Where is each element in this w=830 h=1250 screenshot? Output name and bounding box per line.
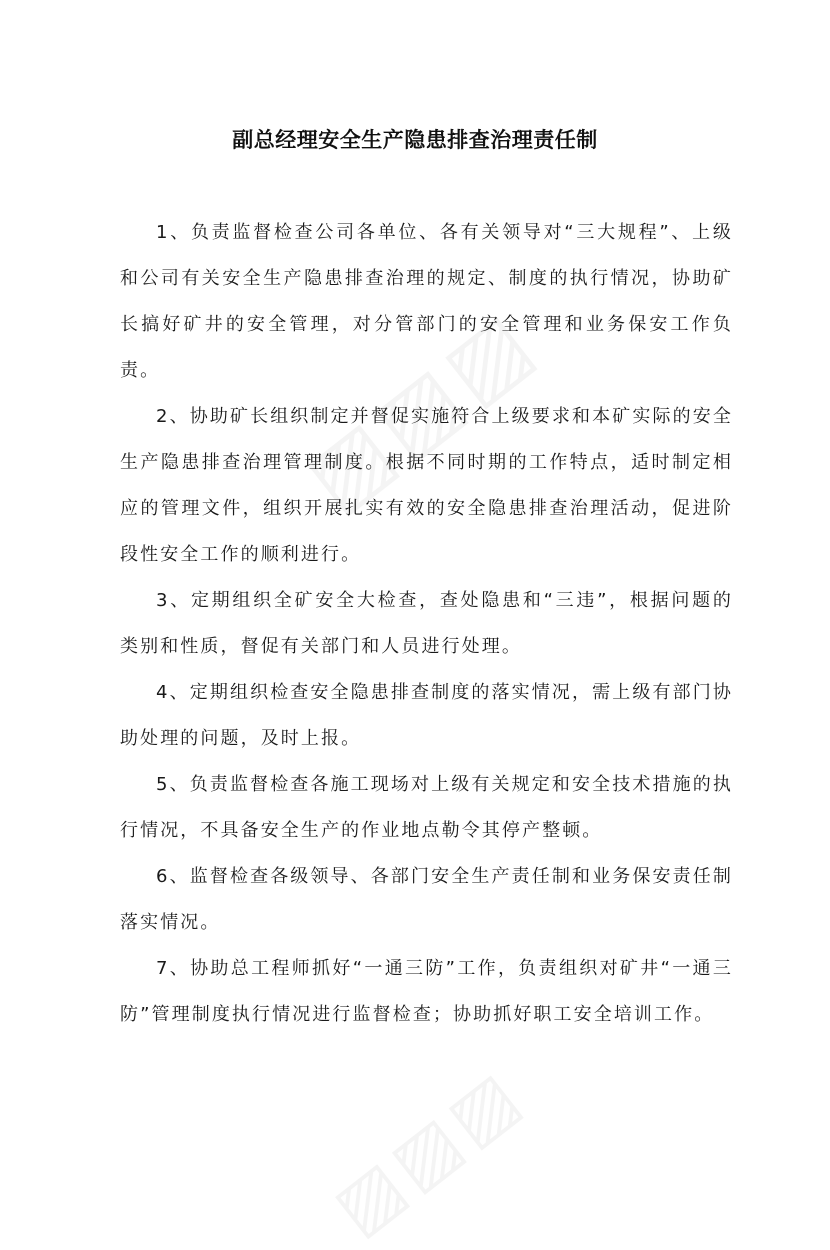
paragraph-2: 2、协助矿长组织制定并督促实施符合上级要求和本矿实际的安全生产隐患排查治理管理制度。根据不同时期的工作特点，适时制定相应的管理文件，组织开展扎实有效的安全隐患排查治理活动，促进阶段性安全工作的顺利进行。 [120,406,733,565]
document-title: 副总经理安全生产隐患排查治理责任制 [232,128,598,152]
paragraph-6: 6、监督检查各级领导、各部门安全生产责任制和业务保安责任制落实情况。 [120,866,733,933]
watermark [318,1052,539,1250]
paragraph-5: 5、负责监督检查各施工现场对上级有关规定和安全技术措施的执行情况，不具备安全生产的作业地点勒令其停产整顿。 [120,774,733,841]
paragraph-1: 1、负责监督检查公司各单位、各有关领导对“三大规程”、上级和公司有关安全生产隐患排查治理的规定、制度的执行情况，协助矿长搞好矿井的安全管理，对分管部门的安全管理和业务保安工作负责。 [120,222,733,381]
document-body [120,210,733,1038]
paragraph-4: 4、定期组织检查安全隐患排查制度的落实情况，需上级有部门协助处理的问题，及时上报。 [120,682,733,749]
paragraph-3: 3、定期组织全矿安全大检查，查处隐患和“三违”，根据问题的类别和性质，督促有关部门和人员进行处理。 [120,590,733,657]
paragraph-7: 7、协助总工程师抓好“一通三防”工作，负责组织对矿井“一通三防”管理制度执行情况进行监督检查；协助抓好职工安全培训工作。 [120,958,733,1025]
